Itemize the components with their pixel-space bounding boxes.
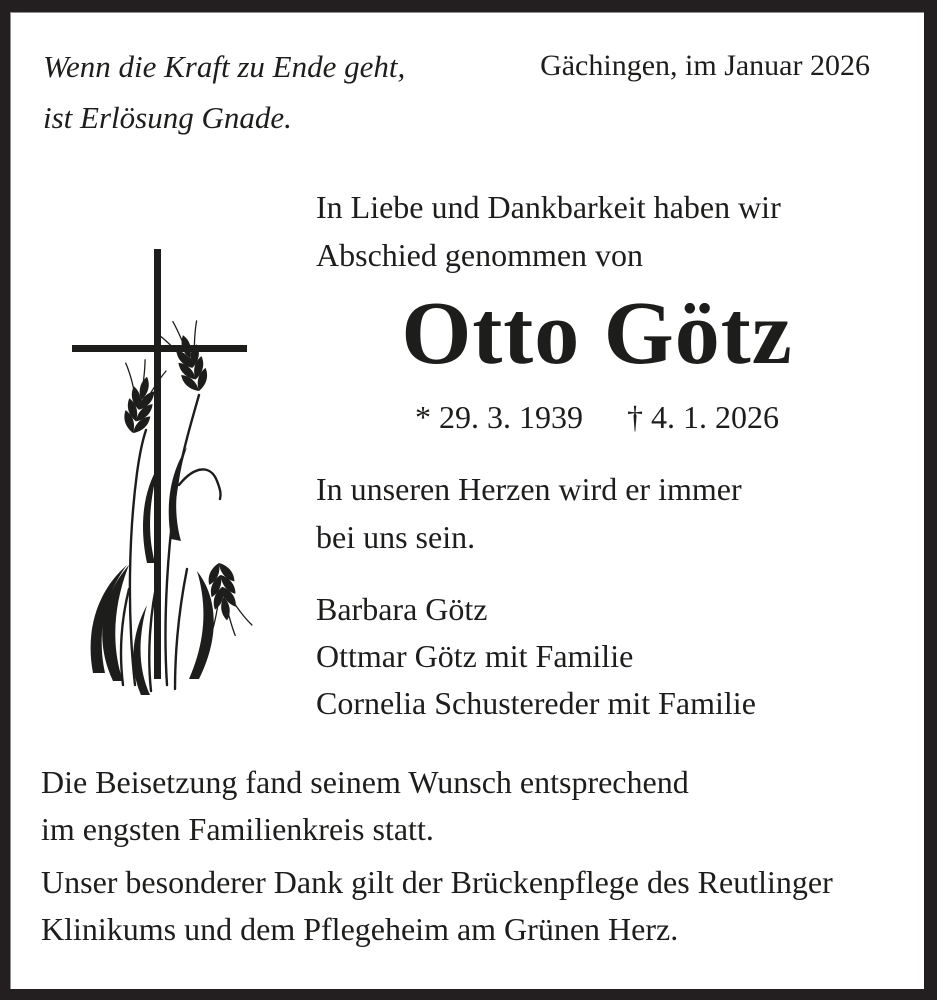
burial-line-1: Die Beisetzung fand seinem Wunsch entsprechend [41, 764, 689, 800]
thanks-paragraph [41, 859, 833, 953]
mourner-item: Ottmar Götz mit Familie [316, 638, 634, 674]
life-dates [316, 395, 878, 439]
epigraph-line-1: Wenn die Kraft zu Ende geht, [43, 49, 406, 84]
tribute-line-1: In unseren Herzen wird er immer [316, 471, 742, 507]
intro-line-2: Abschied genommen von [316, 237, 644, 273]
cross-wheat-illustration [53, 233, 283, 703]
thanks-line-2: Klinikums und dem Pflegeheim am Grünen Herz. [41, 911, 679, 947]
burial-line-2: im engsten Familienkreis statt. [41, 811, 434, 847]
intro-text [316, 183, 878, 279]
birth-date: * 29. 3. 1939 [415, 399, 583, 435]
tribute-line-2: bei uns sein. [316, 519, 476, 555]
main-column [316, 13, 878, 727]
wheat-ear-right [156, 315, 216, 400]
place-dateline: Gächingen, im Januar 2026 [540, 49, 870, 82]
deceased-name: Otto Götz [401, 284, 793, 383]
notice-sheet [10, 12, 924, 989]
death-date: † 4. 1. 2026 [627, 399, 779, 435]
epigraph-line-2: ist Erlösung Gnade. [43, 100, 292, 135]
tribute-text [316, 465, 878, 561]
intro-line-1: In Liebe und Dankbarkeit haben wir [316, 189, 781, 225]
thanks-line-1: Unser besonderer Dank gilt der Brückenpflege des Reutlinger [41, 864, 833, 900]
mourner-item: Cornelia Schustereder mit Familie [316, 685, 756, 721]
burial-paragraph [41, 759, 689, 853]
mourner-item: Barbara Götz [316, 591, 488, 627]
mourners-list [316, 586, 878, 727]
